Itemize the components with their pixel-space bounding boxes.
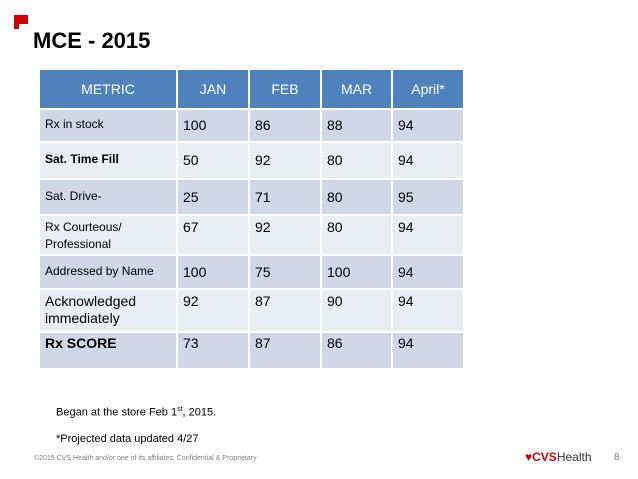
feb-cell: 87 <box>249 289 321 332</box>
began-note-suffix: , 2015. <box>182 406 217 419</box>
jan-cell: 100 <box>177 109 249 142</box>
feb-cell: 86 <box>249 109 321 142</box>
feb-cell: 87 <box>249 332 321 368</box>
mar-cell: 86 <box>321 332 392 368</box>
column-header-feb: FEB <box>249 70 321 109</box>
brand-cvs-text: CVS <box>532 450 557 464</box>
metric-cell: Acknowledged immediately <box>40 289 177 332</box>
feb-cell: 75 <box>249 255 321 289</box>
mar-cell: 88 <box>321 109 392 142</box>
table-row <box>40 255 464 289</box>
began-note-sup: st <box>177 406 183 413</box>
april-cell: 94 <box>392 255 464 289</box>
column-header-mar: MAR <box>321 70 392 109</box>
page-number: 8 <box>614 452 620 463</box>
feb-cell: 92 <box>249 215 321 255</box>
table-header-row <box>40 70 464 109</box>
page-title: MCE - 2015 <box>33 28 151 53</box>
column-header-metric: METRIC <box>40 70 177 109</box>
april-cell: 94 <box>392 109 464 142</box>
projected-note: *Projected data updated 4/27 <box>56 433 199 445</box>
mar-cell: 80 <box>321 215 392 255</box>
table-row <box>40 332 464 368</box>
jan-cell: 67 <box>177 215 249 255</box>
feb-cell: 92 <box>249 142 321 179</box>
began-note <box>56 406 216 419</box>
jan-cell: 92 <box>177 289 249 332</box>
feb-cell: 71 <box>249 179 321 215</box>
metric-cell: Addressed by Name <box>40 255 177 289</box>
table-row <box>40 215 464 255</box>
copyright-footer: ©2015 CVS Health and/or one of its affiliates: Confidential & Proprietary <box>34 455 257 462</box>
metrics-table <box>40 70 465 368</box>
jan-cell: 25 <box>177 179 249 215</box>
jan-cell: 100 <box>177 255 249 289</box>
heart-icon: ♥ <box>525 450 533 464</box>
metric-cell: Rx Courteous/ Professional <box>40 215 177 255</box>
table-row <box>40 142 464 179</box>
began-note-prefix: Began at the store Feb 1 <box>56 406 178 419</box>
metric-cell: Sat. Drive- <box>40 179 177 215</box>
april-cell: 94 <box>392 215 464 255</box>
mar-cell: 90 <box>321 289 392 332</box>
column-header-april: April* <box>392 70 464 109</box>
mar-cell: 80 <box>321 142 392 179</box>
table-row <box>40 289 464 332</box>
jan-cell: 50 <box>177 142 249 179</box>
april-cell: 94 <box>392 289 464 332</box>
april-cell: 94 <box>392 142 464 179</box>
jan-cell: 73 <box>177 332 249 368</box>
metric-cell: Sat. Time Fill <box>40 142 177 179</box>
brand-logo <box>525 450 592 464</box>
table-row <box>40 179 464 215</box>
metric-cell: Rx in stock <box>40 109 177 142</box>
mar-cell: 100 <box>321 255 392 289</box>
april-cell: 94 <box>392 332 464 368</box>
brand-health-text: Health <box>556 450 592 464</box>
metric-cell: Rx SCORE <box>40 332 177 368</box>
logo-mark-icon <box>14 15 28 29</box>
column-header-jan: JAN <box>177 70 249 109</box>
table-row <box>40 109 464 142</box>
april-cell: 95 <box>392 179 464 215</box>
mar-cell: 80 <box>321 179 392 215</box>
